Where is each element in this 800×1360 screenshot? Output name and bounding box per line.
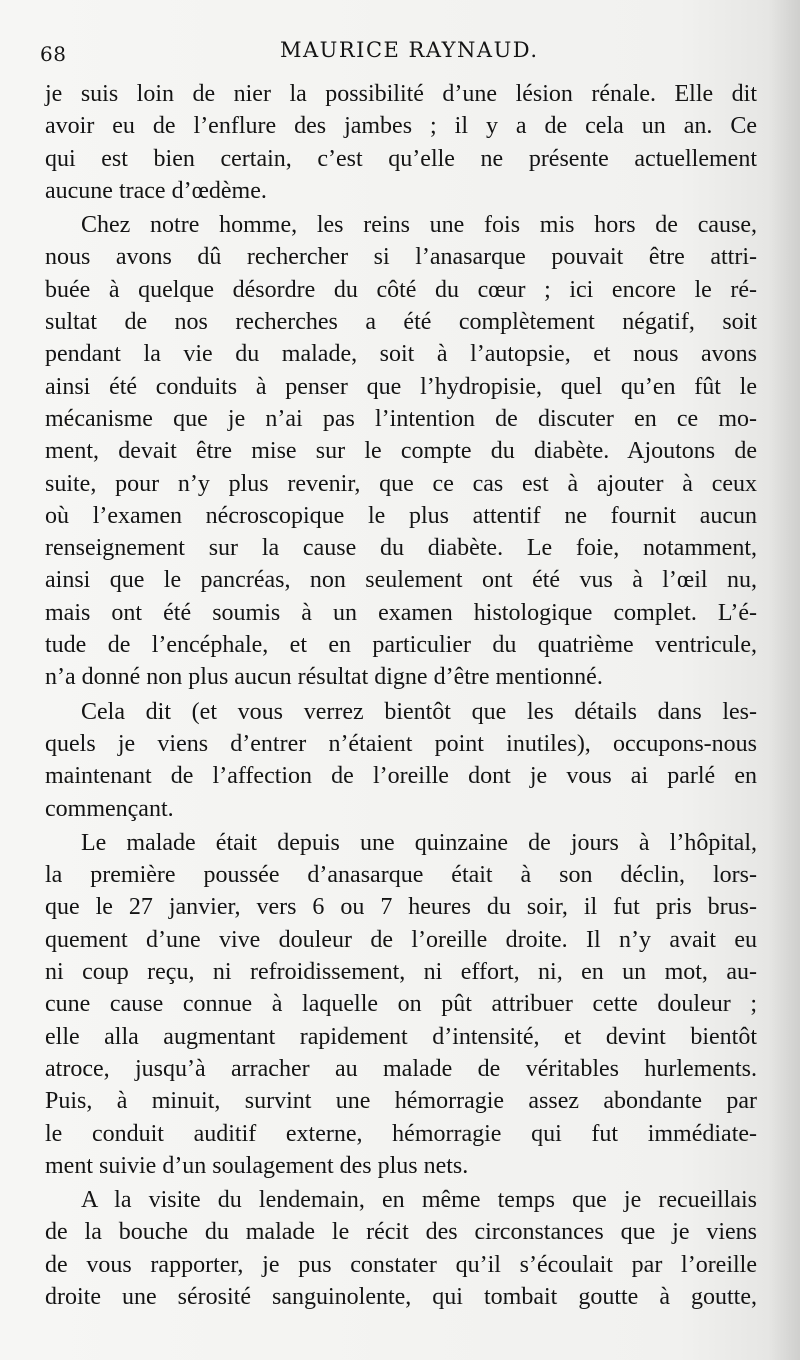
text-line: pendant la vie du malade, soit à l’autopsie, et nous avons xyxy=(45,341,757,368)
text-line: qui est bien certain, c’est qu’elle ne présente actuellement xyxy=(45,145,757,172)
text-line: je suis loin de nier la possibilité d’une lésion rénale. Elle dit xyxy=(45,81,757,107)
running-head: MAURICE RAYNAUD. xyxy=(280,38,539,62)
text-line: ment suivie d’un soulagement des plus nets. xyxy=(45,1152,469,1179)
text-line: mais ont été soumis à un examen histologique complet. L’é- xyxy=(45,599,757,626)
text-line: de la bouche du malade le récit des circonstances que je viens xyxy=(45,1219,757,1246)
text-line: Chez notre homme, les reins une fois mis hors de cause, xyxy=(81,212,757,239)
body-text xyxy=(45,78,757,1315)
text-line: cune cause connue à laquelle on pût attribuer cette douleur ; xyxy=(45,991,757,1018)
text-line: ni coup reçu, ni refroidissement, ni effort, ni, en un mot, au- xyxy=(45,959,757,986)
text-line: sultat de nos recherches a été complètement négatif, soit xyxy=(45,309,757,336)
text-line: où l’examen nécroscopique le plus attentif ne fournit aucun xyxy=(45,502,757,529)
paragraph xyxy=(45,827,757,1182)
text-line: elle alla augmentant rapidement d’intensité, et devint bientôt xyxy=(45,1023,757,1050)
text-line: mécanisme que je n’ai pas l’intention de discuter en ce mo- xyxy=(45,405,757,432)
paragraph xyxy=(45,78,757,207)
text-line: suite, pour n’y plus revenir, que ce cas est à ajouter à ceux xyxy=(45,470,757,497)
text-line: maintenant de l’affection de l’oreille dont je vous ai parlé en xyxy=(45,763,757,790)
text-line: Puis, à minuit, survint une hémorragie assez abondante par xyxy=(45,1088,757,1115)
text-line: nous avons dû rechercher si l’anasarque pouvait être attri- xyxy=(45,244,757,271)
text-line: n’a donné non plus aucun résultat digne d’être mentionné. xyxy=(45,664,603,691)
text-line: ainsi que le pancréas, non seulement ont été vus à l’œil nu, xyxy=(45,567,757,594)
text-line: avoir eu de l’enflure des jambes ; il y a de cela un an. Ce xyxy=(45,113,757,140)
text-line: de vous rapporter, je pus constater qu’il s’écoulait par l’oreille xyxy=(45,1251,757,1278)
text-line: Le malade était depuis une quinzaine de jours à l’hôpital, xyxy=(81,829,757,856)
paragraph xyxy=(45,1184,757,1313)
text-line: tude de l’encéphale, et en particulier du quatrième ventricule, xyxy=(45,632,757,659)
page-header xyxy=(40,36,740,66)
text-line: quement d’une vive douleur de l’oreille droite. Il n’y avait eu xyxy=(45,926,757,953)
paragraph xyxy=(45,209,757,693)
text-line: quels je viens d’entrer n’étaient point inutiles), occupons-nous xyxy=(45,730,757,757)
page-number: 68 xyxy=(40,42,67,66)
text-line: que le 27 janvier, vers 6 ou 7 heures du soir, il fut pris brus- xyxy=(45,894,757,921)
text-line: buée à quelque désordre du côté du cœur ; ici encore le ré- xyxy=(45,276,757,303)
text-line: A la visite du lendemain, en même temps que je recueillais xyxy=(81,1187,757,1214)
text-line: ainsi été conduits à penser que l’hydropisie, quel qu’en fût le xyxy=(45,373,757,400)
text-line: Cela dit (et vous verrez bientôt que les détails dans les- xyxy=(81,698,757,725)
text-line: atroce, jusqu’à arracher au malade de véritables hurlements. xyxy=(45,1055,757,1082)
text-line: aucune trace d’œdème. xyxy=(45,177,267,204)
text-line: commençant. xyxy=(45,795,174,822)
text-line: ment, devait être mise sur le compte du diabète. Ajoutons de xyxy=(45,438,757,465)
text-line: le conduit auditif externe, hémorragie qui fut immédiate- xyxy=(45,1120,757,1147)
text-line: droite une sérosité sanguinolente, qui tombait goutte à goutte, xyxy=(45,1283,757,1310)
text-line: la première poussée d’anasarque était à son déclin, lors- xyxy=(45,862,757,889)
paragraph xyxy=(45,696,757,825)
text-line: renseignement sur la cause du diabète. Le foie, notamment, xyxy=(45,535,757,562)
